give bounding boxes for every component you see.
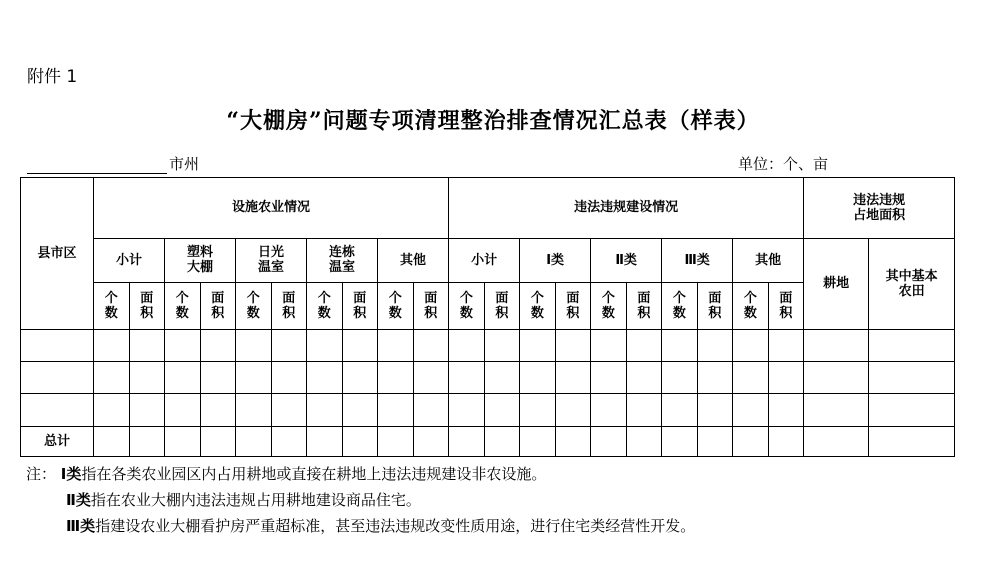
notes [26, 461, 695, 539]
count-subheader: 个 数 [236, 283, 272, 330]
table-cell [413, 329, 449, 361]
count-subheader: 个 数 [733, 283, 769, 330]
note-tag: Ⅱ类 [66, 491, 91, 509]
table-cell [733, 329, 769, 361]
table-cell [129, 426, 165, 456]
city-field [27, 153, 199, 174]
table-cell [307, 361, 343, 393]
table-cell [869, 329, 955, 361]
farmland-header: 耕地 [804, 238, 869, 329]
table-cell [804, 329, 869, 361]
table-cell [449, 394, 485, 426]
note-2 [26, 487, 695, 513]
city-suffix: 市州 [169, 155, 200, 173]
attachment-label: 附件 1 [27, 67, 78, 87]
table-cell [869, 426, 955, 456]
table-cell [21, 394, 94, 426]
table-cell [591, 361, 627, 393]
table-cell [869, 361, 955, 393]
area-subheader: 面 积 [555, 283, 591, 330]
illegal-category-header: Ⅲ类 [662, 238, 733, 282]
table-cell [378, 329, 414, 361]
table-cell [662, 361, 698, 393]
count-subheader: 个 数 [662, 283, 698, 330]
note-prefix: 注： [26, 465, 57, 483]
area-subheader: 面 积 [697, 283, 733, 330]
table-cell [555, 426, 591, 456]
note-text: 指建设农业大棚看护房严重超标准，甚至违法违规改变性质用途，进行住宅类经营性开发。 [95, 517, 696, 535]
table-cell [94, 329, 130, 361]
table-cell [236, 361, 272, 393]
table-cell [378, 361, 414, 393]
county-header: 县市区 [21, 178, 94, 330]
table-cell [697, 329, 733, 361]
header-row-1 [21, 178, 955, 239]
table-cell [449, 361, 485, 393]
illegal-category-header: Ⅱ类 [591, 238, 662, 282]
header-row-2 [21, 238, 955, 282]
table-cell [200, 426, 236, 456]
illegal-category-header: Ⅰ类 [520, 238, 591, 282]
table-cell [697, 361, 733, 393]
table-cell [662, 426, 698, 456]
table-cell [271, 329, 307, 361]
table-cell [484, 329, 520, 361]
table-cell [484, 394, 520, 426]
table-cell [520, 394, 556, 426]
facility-category-header: 日光 温室 [236, 238, 307, 282]
facility-category-header: 连栋 温室 [307, 238, 378, 282]
table-cell [484, 426, 520, 456]
table-cell [697, 426, 733, 456]
table-cell [626, 329, 662, 361]
table-cell [94, 426, 130, 456]
table-cell [165, 426, 201, 456]
table-cell [342, 329, 378, 361]
table-cell [413, 361, 449, 393]
table-cell [626, 394, 662, 426]
count-subheader: 个 数 [520, 283, 556, 330]
table-cell [768, 426, 804, 456]
table-cell [129, 361, 165, 393]
table-cell [413, 394, 449, 426]
table-cell [200, 329, 236, 361]
area-subheader: 面 积 [342, 283, 378, 330]
table-cell [733, 361, 769, 393]
table-cell [768, 329, 804, 361]
note-tag: Ⅰ类 [60, 465, 82, 483]
table-cell [449, 426, 485, 456]
note-text: 指在农业大棚内违法违规占用耕地建设商品住宅。 [90, 491, 421, 509]
summary-table [20, 177, 955, 457]
count-subheader: 个 数 [378, 283, 414, 330]
area-subheader: 面 积 [129, 283, 165, 330]
count-subheader: 个 数 [307, 283, 343, 330]
table-cell [662, 394, 698, 426]
area-subheader: 面 积 [413, 283, 449, 330]
table-cell [697, 394, 733, 426]
table-cell [555, 361, 591, 393]
table-cell [129, 329, 165, 361]
note-3 [26, 513, 695, 539]
total-row [21, 426, 955, 456]
table-cell [768, 394, 804, 426]
table-cell [804, 426, 869, 456]
table-cell [626, 426, 662, 456]
city-blank-line [27, 157, 167, 174]
note-text: 指在各类农业园区内占用耕地或直接在耕地上违法违规建设非农设施。 [81, 465, 547, 483]
land-group-header: 违法违规 占地面积 [804, 178, 955, 239]
table-cell [591, 426, 627, 456]
table-cell [236, 394, 272, 426]
illegal-group-header: 违法违规建设情况 [449, 178, 804, 239]
table-cell [21, 329, 94, 361]
facility-category-header: 塑料 大棚 [165, 238, 236, 282]
table-cell [129, 394, 165, 426]
table-cell [804, 361, 869, 393]
table-cell [342, 426, 378, 456]
area-subheader: 面 积 [200, 283, 236, 330]
table-cell [307, 394, 343, 426]
count-subheader: 个 数 [165, 283, 201, 330]
data-row [21, 361, 955, 393]
note-1 [26, 461, 695, 487]
page-title: “大棚房”问题专项清理整治排查情况汇总表（样表） [226, 108, 760, 134]
area-subheader: 面 积 [271, 283, 307, 330]
table-cell [520, 361, 556, 393]
table-cell [555, 329, 591, 361]
facility-group-header: 设施农业情况 [94, 178, 449, 239]
table-cell [591, 329, 627, 361]
count-subheader: 个 数 [591, 283, 627, 330]
table-cell [307, 329, 343, 361]
table-cell [21, 361, 94, 393]
table-cell [271, 394, 307, 426]
note-tag: Ⅲ类 [66, 517, 96, 535]
table-cell [804, 394, 869, 426]
table-cell [165, 329, 201, 361]
basic-farmland-header: 其中基本 农田 [869, 238, 955, 329]
table-cell [342, 361, 378, 393]
table-cell [662, 329, 698, 361]
table-cell [307, 426, 343, 456]
illegal-category-header: 其他 [733, 238, 804, 282]
table-cell [555, 394, 591, 426]
table-cell [342, 394, 378, 426]
table-cell [768, 361, 804, 393]
table-cell [271, 361, 307, 393]
table-cell [591, 394, 627, 426]
table-cell [378, 426, 414, 456]
table-cell [520, 329, 556, 361]
facility-category-header: 其他 [378, 238, 449, 282]
area-subheader: 面 积 [768, 283, 804, 330]
table-cell [165, 394, 201, 426]
table-cell [94, 394, 130, 426]
facility-category-header: 小计 [94, 238, 165, 282]
illegal-category-header: 小计 [449, 238, 520, 282]
table-cell [236, 426, 272, 456]
table-cell [94, 361, 130, 393]
table-cell [733, 426, 769, 456]
table-cell [271, 426, 307, 456]
total-label: 总计 [21, 426, 94, 456]
table-cell [869, 394, 955, 426]
table-cell [200, 394, 236, 426]
table-cell [378, 394, 414, 426]
count-subheader: 个 数 [94, 283, 130, 330]
table-cell [520, 426, 556, 456]
table-cell [165, 361, 201, 393]
table-cell [449, 329, 485, 361]
table-cell [484, 361, 520, 393]
count-subheader: 个 数 [449, 283, 485, 330]
table-cell [413, 426, 449, 456]
unit-label: 单位：个、亩 [738, 155, 829, 173]
data-row [21, 394, 955, 426]
area-subheader: 面 积 [484, 283, 520, 330]
table-cell [733, 394, 769, 426]
area-subheader: 面 积 [626, 283, 662, 330]
table-cell [626, 361, 662, 393]
table-cell [236, 329, 272, 361]
table-cell [200, 361, 236, 393]
data-row [21, 329, 955, 361]
